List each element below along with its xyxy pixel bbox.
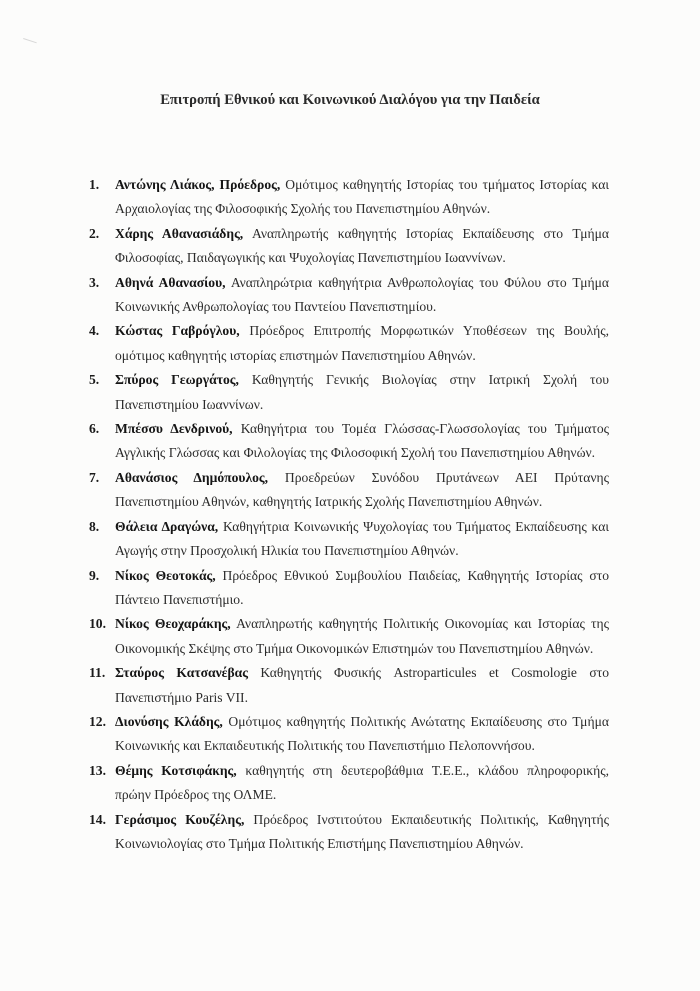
item-body bbox=[115, 417, 609, 466]
member-name: Αντώνης Λιάκος, Πρόεδρος, bbox=[115, 177, 281, 192]
list-item bbox=[89, 515, 609, 564]
item-number: 14. bbox=[89, 811, 106, 827]
member-name: Θέμης Κοτσιφάκης, bbox=[115, 762, 237, 778]
list-item bbox=[89, 710, 609, 759]
member-description: Αναπληρωτής καθηγητής Ιστορίας Εκπαίδευσης στο Τμήμα Φιλοσοφίας, Παιδαγωγικής και Ψυχολογίας Πανεπιστημίου Ιωαννίνων. bbox=[115, 225, 609, 266]
item-number: 5. bbox=[89, 372, 100, 388]
item-number: 7. bbox=[89, 469, 100, 485]
list-item bbox=[89, 661, 609, 710]
item-body bbox=[115, 173, 609, 222]
scan-mark bbox=[21, 38, 36, 49]
member-description: Αναπληρωτής καθηγητής Πολιτικής Οικονομίας και Ιστορίας της Οικονομικής Σκέψης στο Τμήμα Οικονομικών Επιστημών του Πανεπιστημίου Αθηνών. bbox=[115, 616, 609, 656]
item-body bbox=[115, 710, 609, 759]
item-body bbox=[115, 612, 609, 661]
item-body bbox=[115, 319, 609, 368]
item-body bbox=[115, 222, 609, 271]
item-number: 11. bbox=[89, 665, 106, 681]
member-name: Αθανάσιος Δημόπουλος, bbox=[115, 469, 269, 485]
item-body bbox=[115, 661, 609, 710]
list-item bbox=[89, 612, 609, 661]
member-description: Πρόεδρος Εθνικού Συμβουλίου Παιδείας, Καθηγητής Ιστορίας στο Πάντειο Πανεπιστήμιο. bbox=[115, 567, 609, 607]
item-number: 2. bbox=[89, 225, 100, 241]
item-number: 8. bbox=[89, 518, 100, 534]
list-item bbox=[89, 368, 609, 417]
list-item bbox=[89, 808, 609, 857]
member-name: Θάλεια Δραγώνα, bbox=[115, 518, 219, 534]
item-body bbox=[115, 564, 609, 613]
member-name: Νίκος Θεοχαράκης, bbox=[115, 616, 231, 632]
member-description: Πρόεδρος Επιτροπής Μορφωτικών Υποθέσεων της Βουλής, ομότιμος καθηγητής ιστορίας επιστημών Πανεπιστημίου Αθηνών. bbox=[115, 323, 609, 363]
member-name: Σταύρος Κατσανέβας bbox=[115, 665, 248, 681]
item-number: 10. bbox=[89, 616, 106, 632]
list-item bbox=[89, 271, 609, 320]
item-number: 12. bbox=[89, 713, 106, 729]
item-body bbox=[115, 808, 609, 857]
list-item bbox=[89, 466, 609, 515]
item-number: 4. bbox=[89, 323, 100, 339]
item-body bbox=[115, 368, 609, 417]
members-list bbox=[89, 173, 609, 856]
member-name: Σπύρος Γεωργάτος, bbox=[115, 372, 239, 388]
item-body bbox=[115, 271, 609, 320]
list-item bbox=[89, 759, 609, 808]
list-item bbox=[89, 173, 609, 222]
list-item bbox=[89, 417, 609, 466]
member-description: Ομότιμος καθηγητής Ιστορίας του τμήματος Ιστορίας και Αρχαιολογίας της Φιλοσοφικής Σχολής του Πανεπιστημίου Αθηνών. bbox=[115, 177, 609, 217]
member-name: Διονύσης Κλάδης, bbox=[115, 713, 223, 729]
item-number: 3. bbox=[89, 274, 100, 290]
member-description: Καθηγητής Γενικής Βιολογίας στην Ιατρική Σχολή του Πανεπιστημίου Ιωαννίνων. bbox=[115, 372, 609, 412]
member-description: Πρόεδρος Ινστιτούτου Εκπαιδευτικής Πολιτικής, Καθηγητής Κοινωνιολογίας στο Τμήμα Πολιτικής Επιστήμης Πανεπιστημίου Αθηνών. bbox=[115, 811, 609, 851]
member-description: Αναπληρώτρια καθηγήτρια Ανθρωπολογίας του Φύλου στο Τμήμα Κοινωνικής Ανθρωπολογίας του Παντείου Πανεπιστημίου. bbox=[115, 274, 610, 315]
member-name: Γεράσιμος Κουζέλης, bbox=[115, 811, 245, 827]
member-description: Καθηγητής Φυσικής Astroparticules et Cosmologie στο Πανεπιστήμιο Paris VII. bbox=[115, 665, 609, 705]
page-title: Επιτροπή Εθνικού και Κοινωνικού Διαλόγου για την Παιδεία bbox=[160, 92, 540, 108]
item-number: 13. bbox=[89, 762, 106, 778]
item-number: 9. bbox=[89, 567, 100, 583]
list-item bbox=[89, 564, 609, 613]
item-number: 1. bbox=[89, 177, 100, 192]
member-name: Κώστας Γαβρόγλου, bbox=[115, 323, 240, 339]
member-description: Καθηγήτρια Κοινωνικής Ψυχολογίας του Τμήματος Εκπαίδευσης και Αγωγής στην Προσχολική Ηλικία του Πανεπιστημίου Αθηνών. bbox=[115, 518, 609, 559]
member-description: καθηγητής στη δευτεροβάθμια Τ.Ε.Ε., κλάδου πληροφορικής, πρώην Πρόεδρος της ΟΛΜΕ. bbox=[115, 762, 610, 803]
member-description: Καθηγήτρια του Τομέα Γλώσσας-Γλωσσολογίας του Τμήματος Αγγλικής Γλώσσας και Φιλολογίας της Φιλοσοφική Σχολή του Πανεπιστημίου Αθηνών. bbox=[115, 421, 609, 461]
item-body bbox=[115, 759, 609, 808]
member-name: Νίκος Θεοτοκάς, bbox=[115, 567, 216, 583]
member-name: Χάρης Αθανασιάδης, bbox=[115, 225, 244, 241]
member-description: Προεδρεύων Συνόδου Πρυτάνεων ΑΕΙ Πρύτανης Πανεπιστημίου Αθηνών, καθηγητής Ιατρικής Σχολής Πανεπιστημίου Αθηνών. bbox=[115, 469, 609, 510]
list-item bbox=[89, 222, 609, 271]
list-item bbox=[89, 319, 609, 368]
item-body bbox=[115, 515, 609, 564]
member-description: Ομότιμος καθηγητής Πολιτικής Ανώτατης Εκπαίδευσης στο Τμήμα Κοινωνικής και Εκπαιδευτικής Πολιτικής του Πανεπιστήμιο Πελοποννήσου. bbox=[115, 713, 609, 754]
member-name: Μπέσσυ Δενδρινού, bbox=[115, 421, 233, 437]
item-number: 6. bbox=[89, 421, 100, 437]
item-body bbox=[115, 466, 609, 515]
member-name: Αθηνά Αθανασίου, bbox=[115, 274, 226, 290]
